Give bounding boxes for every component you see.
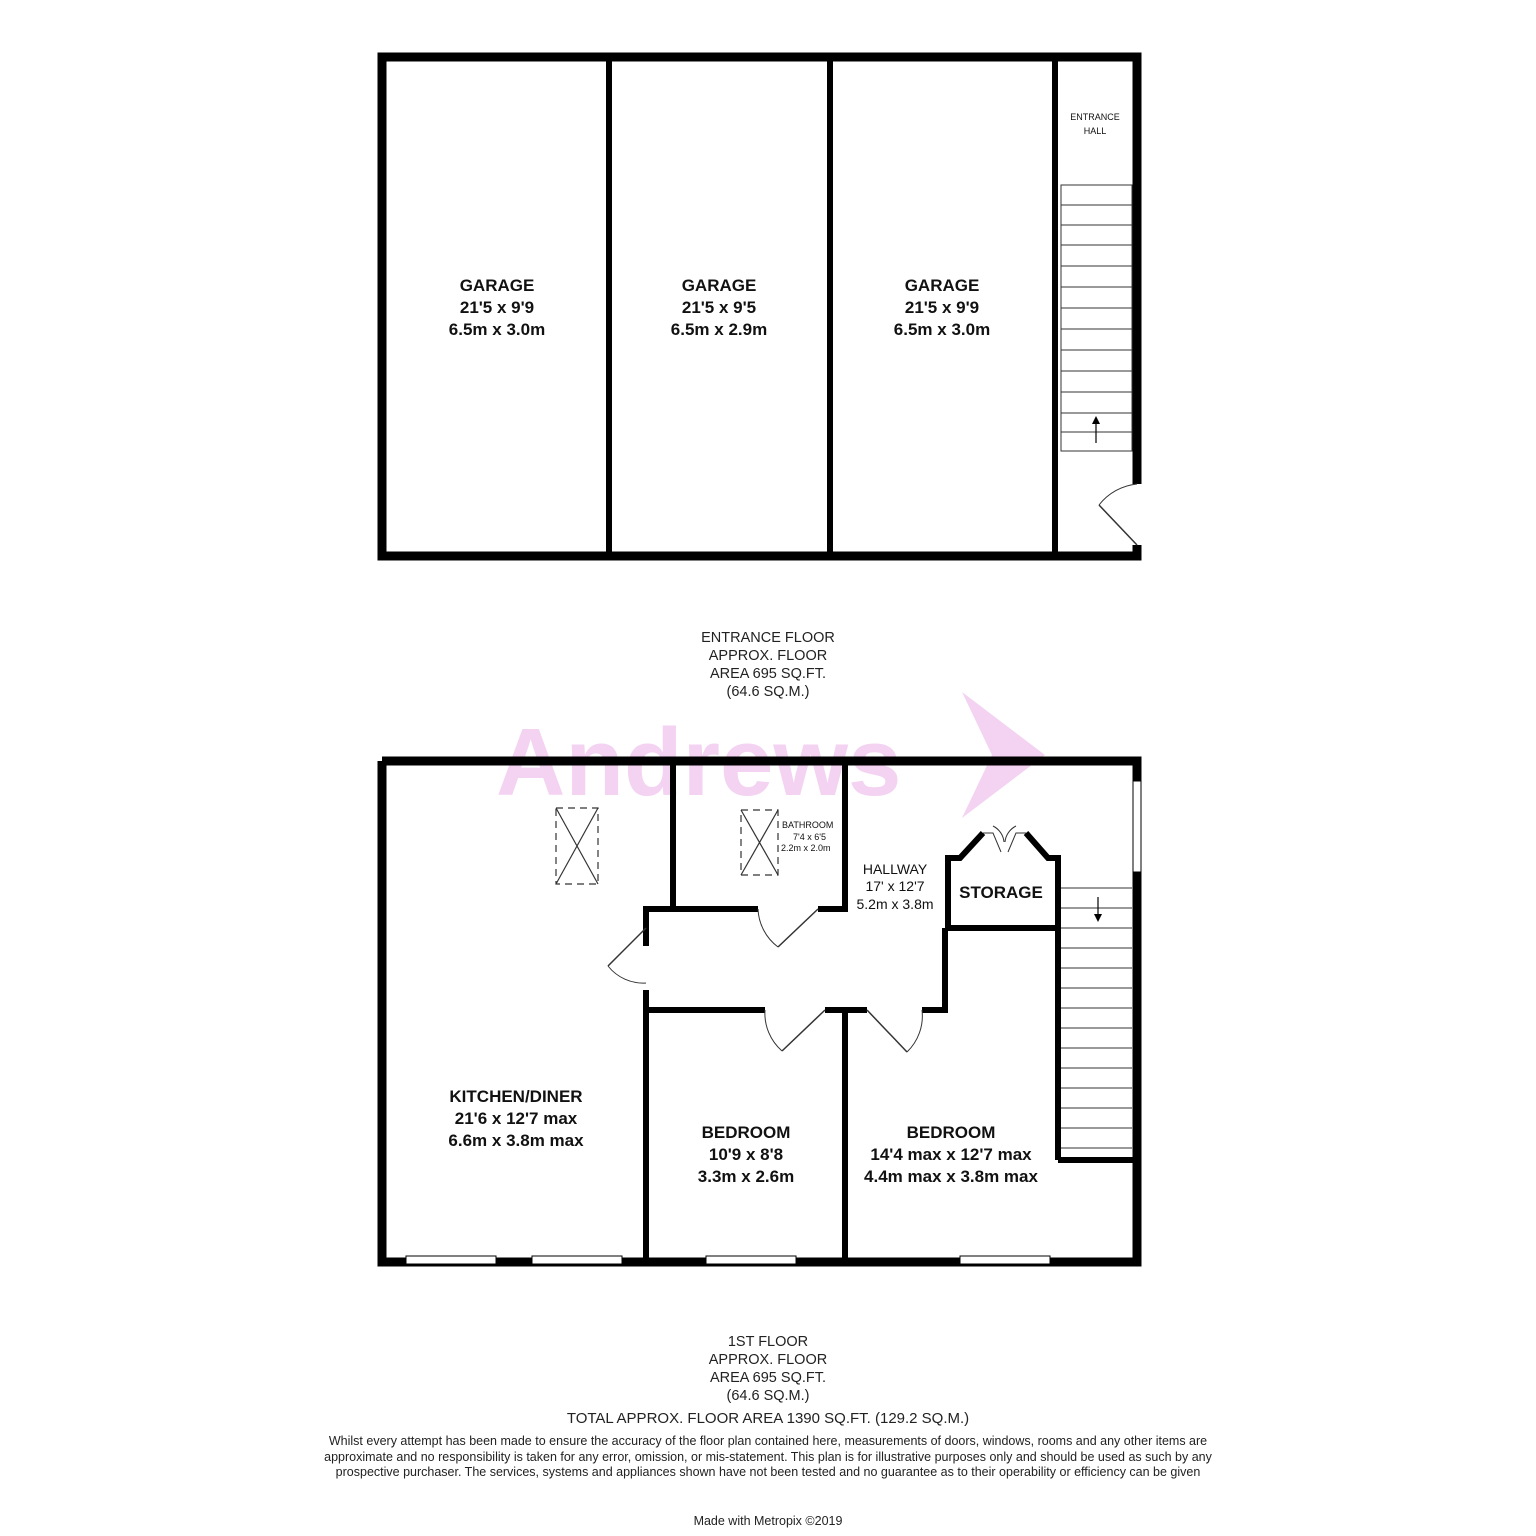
entrance-floor-caption bbox=[0, 629, 1536, 701]
caption-line: 1ST FLOOR bbox=[727, 1334, 809, 1350]
total-floor-area: TOTAL APPROX. FLOOR AREA 1390 SQ.FT. (129.2 SQ.M.) bbox=[566, 1410, 970, 1427]
window bbox=[1133, 781, 1141, 872]
entrance-hall-label-1: ENTRANCE bbox=[1070, 112, 1120, 122]
kitchen-dims-imperial: 21'6 x 12'7 max bbox=[454, 1109, 578, 1128]
skylight-icon bbox=[556, 808, 598, 884]
storage-door-icon bbox=[983, 826, 1026, 852]
caption-line: APPROX. FLOOR bbox=[708, 648, 828, 664]
caption-line: APPROX. FLOOR bbox=[708, 1352, 828, 1368]
storage-name: STORAGE bbox=[959, 883, 1043, 902]
made-with-credit: Made with Metropix ©2019 bbox=[693, 1514, 843, 1528]
garage-1-dims-metric: 6.5m x 3.0m bbox=[448, 320, 546, 339]
garage-2-dims-imperial: 21'5 x 9'5 bbox=[681, 298, 757, 317]
caption-line: AREA 695 SQ.FT. bbox=[709, 666, 827, 682]
kitchen-name: KITCHEN/DINER bbox=[449, 1087, 583, 1106]
stairs bbox=[1061, 185, 1132, 451]
garage-1-dims-imperial: 21'5 x 9'9 bbox=[459, 298, 535, 317]
door-icon bbox=[867, 1010, 922, 1052]
hallway-name: HALLWAY bbox=[862, 861, 928, 877]
garage-3-dims-imperial: 21'5 x 9'9 bbox=[904, 298, 980, 317]
bedroom-small-dims-metric: 3.3m x 2.6m bbox=[697, 1167, 795, 1186]
bedroom-small-dims-imperial: 10'9 x 8'8 bbox=[708, 1145, 784, 1164]
entrance-hall-label-2: HALL bbox=[1083, 126, 1107, 136]
garage-3-name: GARAGE bbox=[904, 276, 980, 295]
bathroom-dims-imperial: 7'4 x 6'5 bbox=[793, 832, 826, 842]
caption-line: ENTRANCE FLOOR bbox=[701, 630, 835, 646]
front-door-icon bbox=[1099, 484, 1137, 545]
garage-2-name: GARAGE bbox=[681, 276, 757, 295]
bedroom-large-dims-metric: 4.4m max x 3.8m max bbox=[864, 1167, 1038, 1186]
door-icon bbox=[758, 909, 818, 947]
first-floor-plan bbox=[382, 761, 1141, 1264]
door-icon bbox=[765, 1010, 825, 1051]
entrance-floor-labels bbox=[449, 112, 1120, 339]
stairs bbox=[1061, 888, 1132, 1148]
caption-line: (64.6 SQ.M.) bbox=[726, 1388, 810, 1404]
garage-3-dims-metric: 6.5m x 3.0m bbox=[893, 320, 991, 339]
caption-line: (64.6 SQ.M.) bbox=[726, 684, 810, 700]
garage-2-dims-metric: 6.5m x 2.9m bbox=[670, 320, 768, 339]
door-icon bbox=[608, 928, 646, 983]
bathroom-name: BATHROOM bbox=[782, 820, 834, 830]
skylight-icon bbox=[741, 810, 778, 875]
hallway-dims-imperial: 17' x 12'7 bbox=[865, 878, 925, 894]
disclaimer: Whilst every attempt has been made to ensure the accuracy of the floor plan contained here, measurements of doors, windows, rooms and any other items are approximate and no responsibility is taken for any error, omission, or mis-statement. This plan is for illustrative purposes only and should be used as such by any prospective purchaser. The services, systems and appliances shown have not been tested and no guarantee as to their operability or efficiency can be given bbox=[324, 1434, 1212, 1479]
garage-1-name: GARAGE bbox=[459, 276, 535, 295]
watermark-arrow-icon bbox=[962, 692, 1045, 818]
bedroom-large-name: BEDROOM bbox=[906, 1123, 996, 1142]
bathroom-dims-metric: 2.2m x 2.0m bbox=[781, 843, 831, 853]
hallway-dims-metric: 5.2m x 3.8m bbox=[856, 896, 934, 912]
watermark-text: Andrews bbox=[496, 709, 902, 816]
watermark bbox=[496, 692, 1045, 818]
caption-line: AREA 695 SQ.FT. bbox=[709, 1370, 827, 1386]
bedroom-large-dims-imperial: 14'4 max x 12'7 max bbox=[870, 1145, 1032, 1164]
kitchen-dims-metric: 6.6m x 3.8m max bbox=[448, 1131, 584, 1150]
bedroom-small-name: BEDROOM bbox=[701, 1123, 791, 1142]
first-floor-caption bbox=[0, 1333, 1536, 1405]
